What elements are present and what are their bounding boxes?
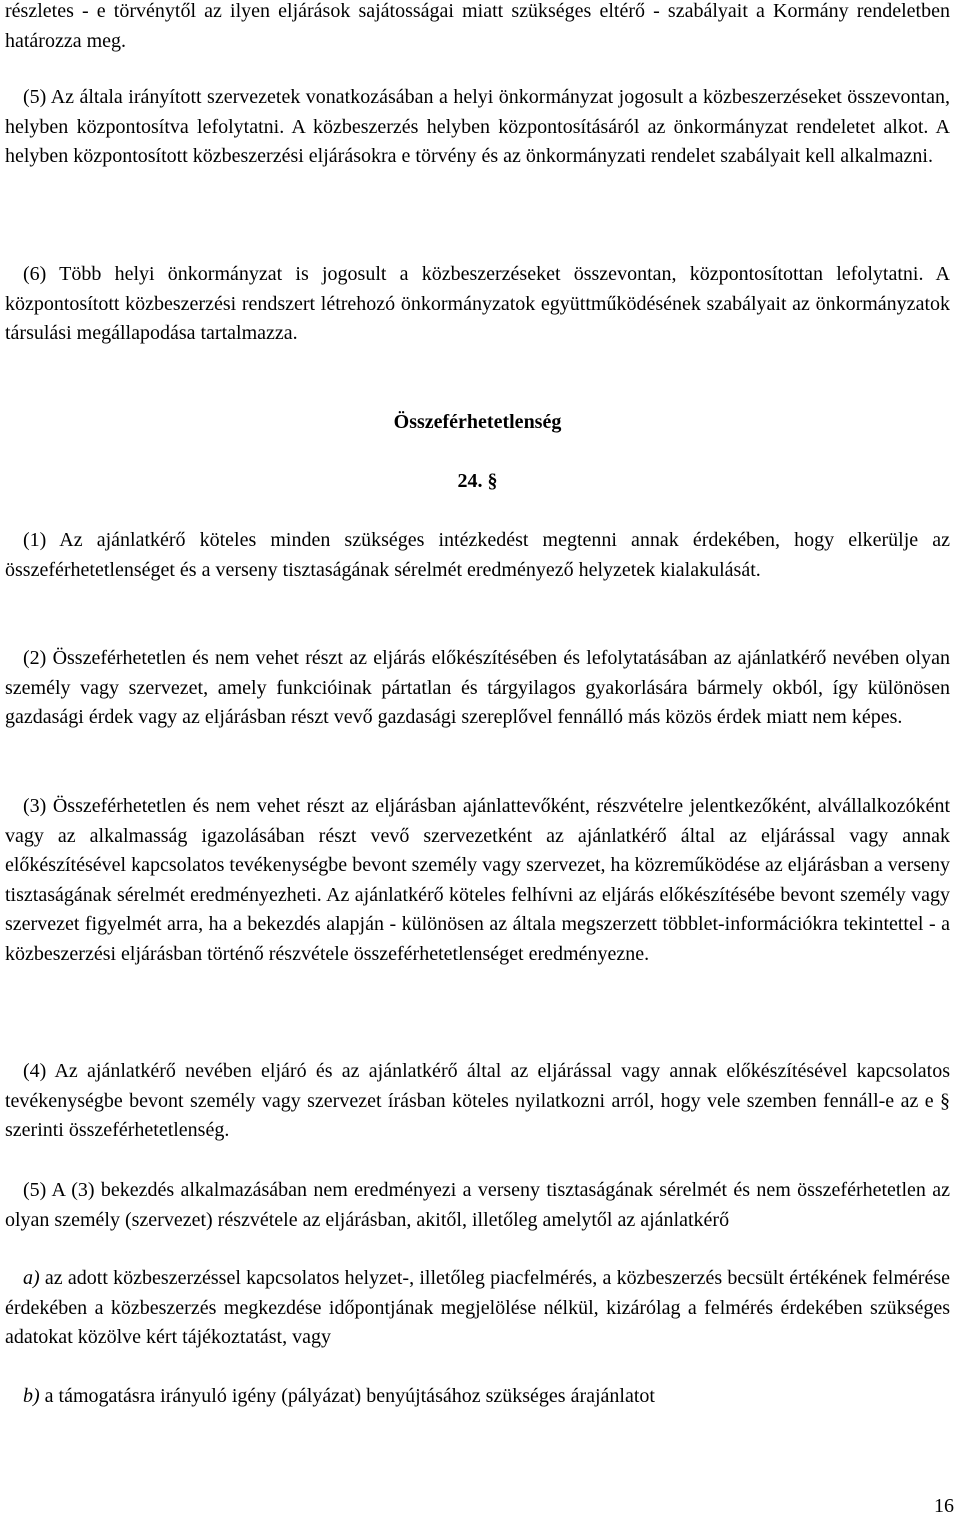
subsection-4: (4) Az ajánlatkérő nevében eljáró és az ajánlatkérő által az eljárással vagy annak előkészítésével kapcsolatos tevékenységbe bevont személy vagy szervezet írásban köteles nyilatkozni arról, hogy vele szemben fennáll-e az e § szerinti összeférhetetlenség. — [5, 1060, 950, 1142]
paragraph-continuation: részletes - e törvénytől az ilyen eljárások sajátosságai miatt szükséges eltérő - szabályait a Kormány rendeletben határozza meg. — [5, 0, 950, 52]
subsection-3: (3) Összeférhetetlen és nem vehet részt az eljárásban ajánlattevőként, részvételre jelentkezőként, alvállalkozóként vagy az alkalmasság igazolásában részt vevő szervezetként az ajánlatkérő által az eljárással vagy annak előkészítésével kapcsolatos tevékenységbe bevont személy vagy szervezet, ha közreműködése az eljárásban a verseny tisztaságának sérelmét eredményezheti. Az ajánlatkérő köteles felhívni az eljárás előkészítésébe bevont személy vagy szervezet figyelmét arra, ha a bekezdés alapján - különösen az általa megszerzett többlet-információkra tekintettel - a közbeszerzési eljárásban történő részvétele összeférhetetlenséget eredményezne. — [5, 795, 950, 965]
point-a-label: a) — [23, 1267, 40, 1289]
point-b-label: b) — [23, 1385, 40, 1407]
point-a-text: az adott közbeszerzéssel kapcsolatos helyzet-, illetőleg piacfelmérés, a közbeszerzés becsült értékének felmérése érdekében a közbeszerzés megkezdése időpontjának megjelölése nélkül, kizárólag a felmérés érdekében szükséges adatokat közölve kért tájékoztatást, vagy — [5, 1267, 950, 1349]
section-number: 24. § — [457, 470, 498, 492]
paragraph-5: (5) Az általa irányított szervezetek vonatkozásában a helyi önkormányzat jogosult a közbeszerzéseket összevontan, helyben központosítva lefolytatni. A közbeszerzés helyben központosításáról az önkormányzat rendeletet alkot. A helyben központosított közbeszerzési eljárásokra e törvény és az önkormányzati rendelet szabályait kell alkalmazni. — [5, 86, 950, 168]
subsection-2: (2) Összeférhetetlen és nem vehet részt az eljárás előkészítésében és lefolytatásában az ajánlatkérő nevében olyan személy vagy szervezet, amely funkcióinak pártatlan és tárgyilagos gyakorlására bármely okból, így különösen gazdasági érdek vagy az eljárásban részt vevő gazdasági szereplővel fennálló más közös érdek miatt nem képes. — [5, 647, 950, 729]
paragraph-6: (6) Több helyi önkormányzat is jogosult a közbeszerzéseket összevontan, központosítottan lefolytatni. A központosított közbeszerzési rendszert létrehozó önkormányzatok együttműködésének szabályait az önkormányzatok társulási megállapodása tartalmazza. — [5, 263, 950, 345]
section-heading: Összeférhetetlenség — [393, 411, 562, 433]
page-number: 16 — [934, 1495, 954, 1517]
subsection-5-point-a — [5, 1264, 950, 1353]
point-b-text: a támogatásra irányuló igény (pályázat) benyújtásához szükséges árajánlatot — [39, 1385, 655, 1407]
subsection-1: (1) Az ajánlatkérő köteles minden szükséges intézkedést megtenni annak érdekében, hogy elkerülje az összeférhetetlenséget és a verseny tisztaságának sérelmét eredményező helyzetek kialakulását. — [5, 529, 950, 581]
subsection-5: (5) A (3) bekezdés alkalmazásában nem eredményezi a verseny tisztaságának sérelmét és nem összeférhetetlen az olyan személy (szervezet) részvétele az eljárásban, akitől, illetőleg amelytől az ajánlatkérő — [5, 1179, 950, 1231]
subsection-5-point-b — [5, 1382, 950, 1412]
